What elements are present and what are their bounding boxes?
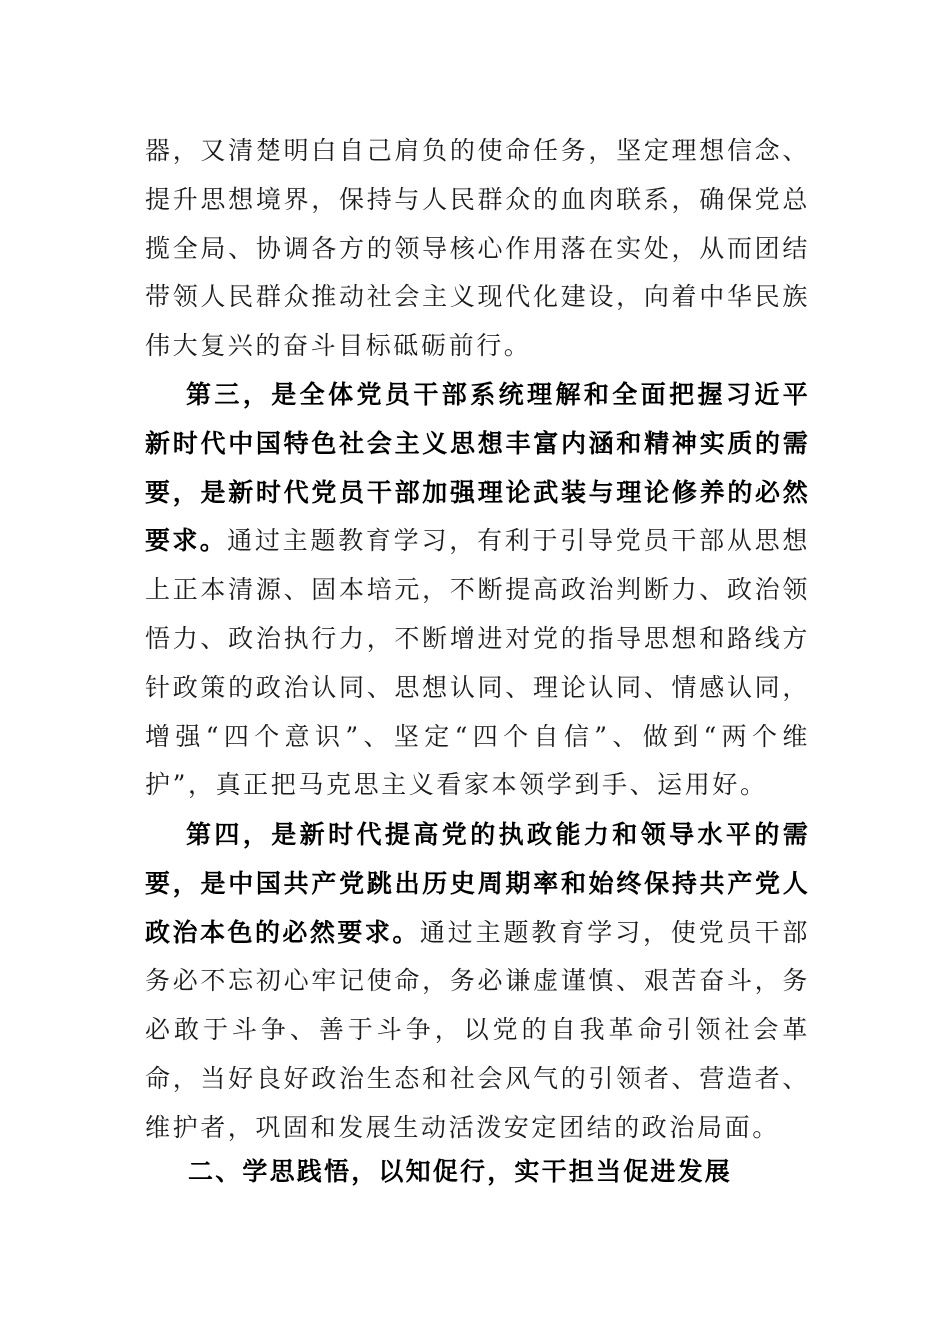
paragraph-third-block bbox=[145, 371, 810, 810]
paragraph-third bbox=[145, 371, 810, 810]
paragraph-third-lead: 第三，是全体党员干部系统理解和全面把握习近平新时代中国特色社会主义思想丰富内涵和精神实质的需要，是新时代党员干部加强理论武装与理论修养的必然要求。 bbox=[145, 380, 810, 556]
paragraph-fourth-body: 通过主题教育学习，使党员干部务必不忘初心牢记使命，务必谦虚谨慎、艰苦奋斗，务必敢于斗争、善于斗争，以党的自我革命引领社会革命，当好良好政治生态和社会风气的引领者、营造者、维护者，巩固和发展生动活泼安定团结的政治局面。 bbox=[145, 917, 810, 1142]
body-text bbox=[145, 127, 810, 371]
paragraph-fourth-lead: 第四，是新时代提高党的执政能力和领导水平的需要，是中国共产党跳出历史周期率和始终保持共产党人政治本色的必然要求。 bbox=[145, 820, 810, 947]
paragraph-fourth bbox=[145, 811, 810, 1153]
paragraph-fourth-block bbox=[145, 811, 810, 1153]
paragraph-third-body: 通过主题教育学习，有利于引导党员干部从思想上正本清源、固本培元，不断提高政治判断力、政治领悟力、政治执行力，不断增进对党的指导思想和路线方针政策的政治认同、思想认同、理论认同、情感认同，增强“四个意识”、坚定“四个自信”、做到“两个维护”，真正把马克思主义看家本领学到手、运用好。 bbox=[145, 526, 810, 800]
paragraph-continuation: 器，又清楚明白自己肩负的使命任务，坚定理想信念、提升思想境界，保持与人民群众的血肉联系，确保党总揽全局、协调各方的领导核心作用落在实处，从而团结带领人民群众推动社会主义现代化建设，向着中华民族伟大复兴的奋斗目标砥砺前行。 bbox=[145, 136, 810, 361]
section-heading: 二、学思践悟，以知促行，实干担当促进发展 bbox=[188, 1157, 733, 1186]
